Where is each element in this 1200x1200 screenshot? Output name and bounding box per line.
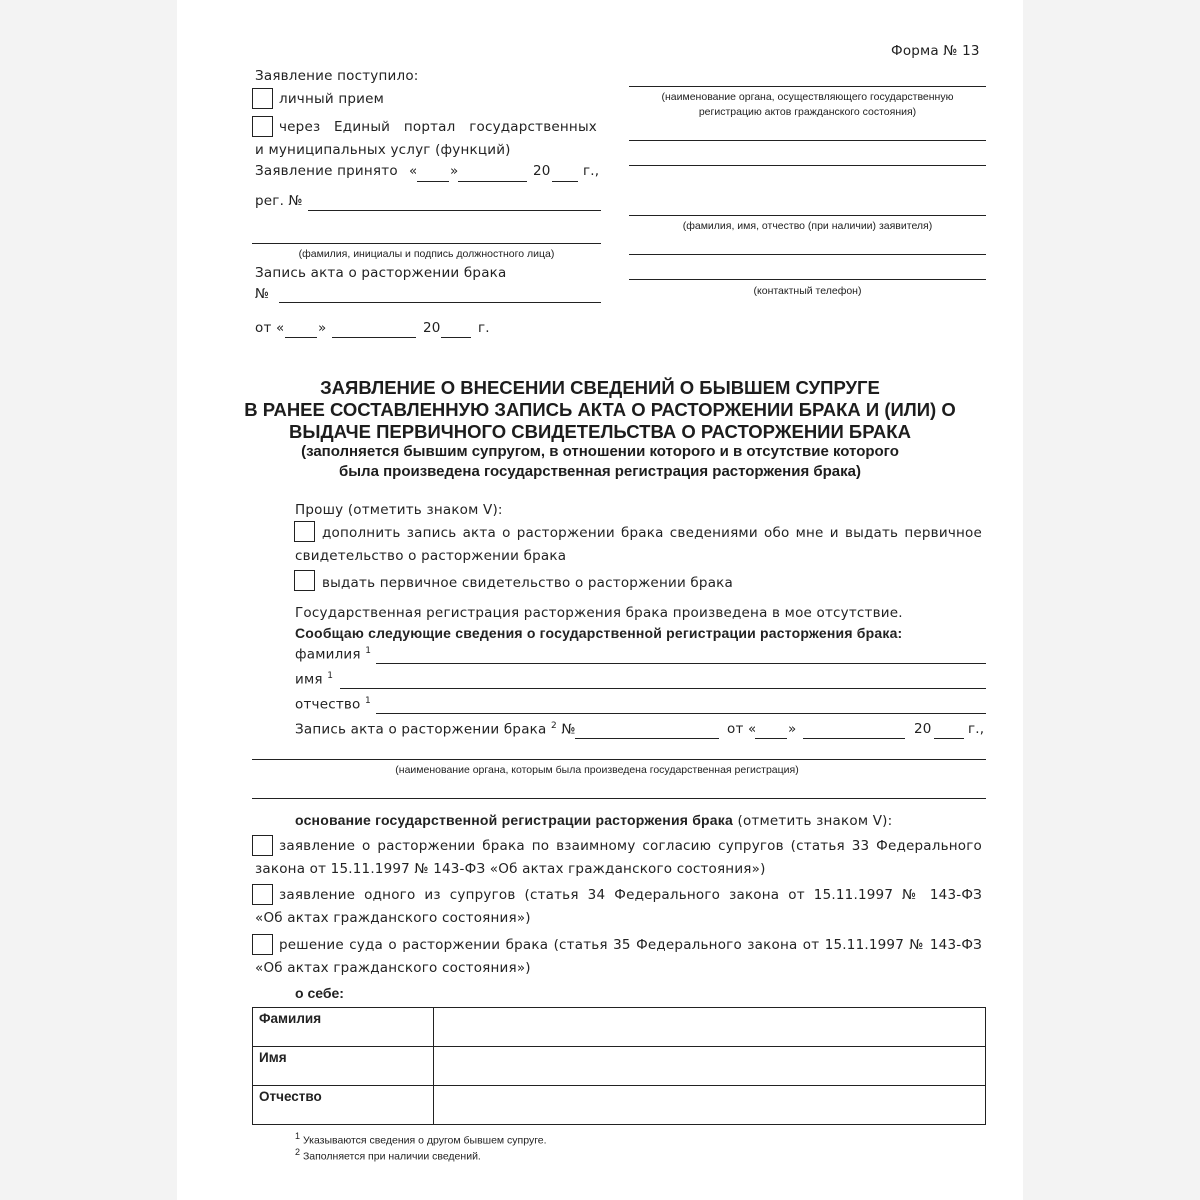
record-no-line[interactable] [575,738,719,739]
grounds-heading: основание государственной регистрации расторжения брака (отметить знаком V): [295,812,893,829]
accepted-day-line[interactable] [417,181,449,182]
phone-line[interactable] [629,279,986,280]
patronymic-line[interactable] [376,713,986,714]
accepted-year-suffix: г., [583,163,600,179]
registration-organ-line-2[interactable] [252,798,986,799]
patronymic-label: отчество $^1$ [295,696,371,713]
official-signature-line[interactable] [252,243,601,244]
surname-value-cell[interactable] [434,1008,986,1047]
title-sub1: (заполняется бывшим супругом, в отношении которого и в отсутствие которого [301,443,899,460]
row-label-patronymic: Отчество [253,1086,434,1125]
registration-organ-line[interactable] [252,759,986,760]
footnote-2: $^2$ Заполняется при наличии сведений. [295,1147,481,1163]
request-option1-line1: дополнить запись акта о расторжении брака сведениями обо мне и выдать первичное [322,525,982,541]
right-blank-line-1[interactable] [629,140,986,141]
checkbox-grounds-1[interactable] [252,835,273,856]
right-blank-line-2[interactable] [629,165,986,166]
name-label: имя $^1$ [295,671,334,688]
grounds-option1-line1: заявление о расторжении брака по взаимному согласию супругов (статья 33 Федерального [279,838,982,854]
patronymic-value-cell[interactable] [434,1086,986,1125]
accepted-year-prefix: 20 [533,163,551,179]
record-from-close: » [788,721,797,737]
act-record-label: Запись акта о расторжении брака [255,265,507,281]
organ-line[interactable] [629,86,986,87]
official-caption: (фамилия, инициалы и подпись должностного лица) [298,248,555,260]
option-portal-line1: через Единый портал государственных [279,119,597,135]
checkbox-grounds-3[interactable] [252,934,273,955]
checkbox-portal[interactable] [252,116,273,137]
info-heading: Сообщаю следующие сведения о государственной регистрации расторжения брака: [295,625,903,641]
title-line1: ЗАЯВЛЕНИЕ О ВНЕСЕНИИ СВЕДЕНИЙ О БЫВШЕМ СУПРУГЕ [320,377,880,398]
grounds-option2-line1: заявление одного из супругов (статья 34 Федерального закона от 15.11.1997 № 143-ФЗ [279,887,982,903]
request-label: Прошу (отметить знаком V): [295,502,503,518]
organ-caption-line1: (наименование органа, осуществляющего государственную [661,91,954,103]
row-label-surname: Фамилия [253,1008,434,1047]
checkbox-in-person[interactable] [252,88,273,109]
option-in-person: личный прием [279,91,384,107]
record-year-prefix: 20 [914,721,932,737]
act-from-close: » [318,320,327,336]
reg-no-label: рег. № [255,193,303,209]
name-line[interactable] [340,688,986,689]
accepted-month-line[interactable] [458,181,527,182]
title-line3: ВЫДАЧЕ ПЕРВИЧНОГО СВИДЕТЕЛЬСТВА О РАСТОРЖЕНИИ БРАКА [289,421,911,442]
accepted-label: Заявление принято [255,163,398,179]
about-self-table [252,1007,986,1125]
organ-caption-line2: регистрацию актов гражданского состояния) [698,106,917,118]
form-number: Форма № 13 [891,43,980,59]
reg-no-line[interactable] [308,210,601,211]
act-year-suffix: г. [478,320,490,336]
applicant-line[interactable] [629,215,986,216]
grounds-option3-line2: «Об актах гражданского состояния») [255,960,531,976]
record-year-suffix: г., [968,721,985,737]
act-year-line[interactable] [441,337,471,338]
table-row [253,1008,986,1047]
accepted-year-line[interactable] [552,181,578,182]
right-blank-line-3[interactable] [629,254,986,255]
accepted-quote-open: « [409,163,418,179]
received-label: Заявление поступило: [255,68,419,84]
applicant-caption: (фамилия, имя, отчество (при наличии) заявителя) [682,220,933,232]
checkbox-request-2[interactable] [294,570,315,591]
act-from-label: от « [255,320,285,336]
act-record-no-line[interactable] [279,302,601,303]
record-from: от « [727,721,757,737]
name-value-cell[interactable] [434,1047,986,1086]
grounds-option1-line2: закона от 15.11.1997 № 143-ФЗ «Об актах гражданского состояния») [255,861,766,877]
option-portal-line2: и муниципальных услуг (функций) [255,142,511,158]
phone-caption: (контактный телефон) [753,285,862,297]
act-record-no: № [255,286,270,302]
record-label: Запись акта о расторжении брака $^2$ № [295,721,576,738]
act-year-prefix: 20 [423,320,441,336]
record-year-line[interactable] [934,738,964,739]
table-row [253,1086,986,1125]
checkbox-request-1[interactable] [294,521,315,542]
accepted-quote-close: » [450,163,459,179]
title-sub2: была произведена государственная регистрация расторжения брака) [338,463,861,480]
surname-label: фамилия $^1$ [295,646,372,663]
row-label-name: Имя [253,1047,434,1086]
registration-organ-caption: (наименование органа, которым была произведена государственная регистрация) [395,764,799,776]
act-day-line[interactable] [285,337,317,338]
table-row [253,1047,986,1086]
about-self-heading: о себе: [295,985,344,1001]
request-option2: выдать первичное свидетельство о расторжении брака [322,575,733,591]
title-line2: В РАНЕЕ СОСТАВЛЕННУЮ ЗАПИСЬ АКТА О РАСТОРЖЕНИИ БРАКА И (ИЛИ) О [244,399,956,420]
record-day-line[interactable] [755,738,787,739]
checkbox-grounds-2[interactable] [252,884,273,905]
request-option1-line2: свидетельство о расторжении брака [295,548,567,564]
grounds-option3-line1: решение суда о расторжении брака (статья 35 Федерального закона от 15.11.1997 № 143-ФЗ [279,937,982,953]
footnote-separator [255,1124,460,1125]
grounds-option2-line2: «Об актах гражданского состояния») [255,910,531,926]
footnote-1: $^1$ Указываются сведения о другом бывшем супруге. [295,1131,547,1147]
surname-line[interactable] [376,663,986,664]
record-month-line[interactable] [803,738,905,739]
act-month-line[interactable] [332,337,416,338]
absence-text: Государственная регистрация расторжения брака произведена в мое отсутствие. [295,605,903,621]
